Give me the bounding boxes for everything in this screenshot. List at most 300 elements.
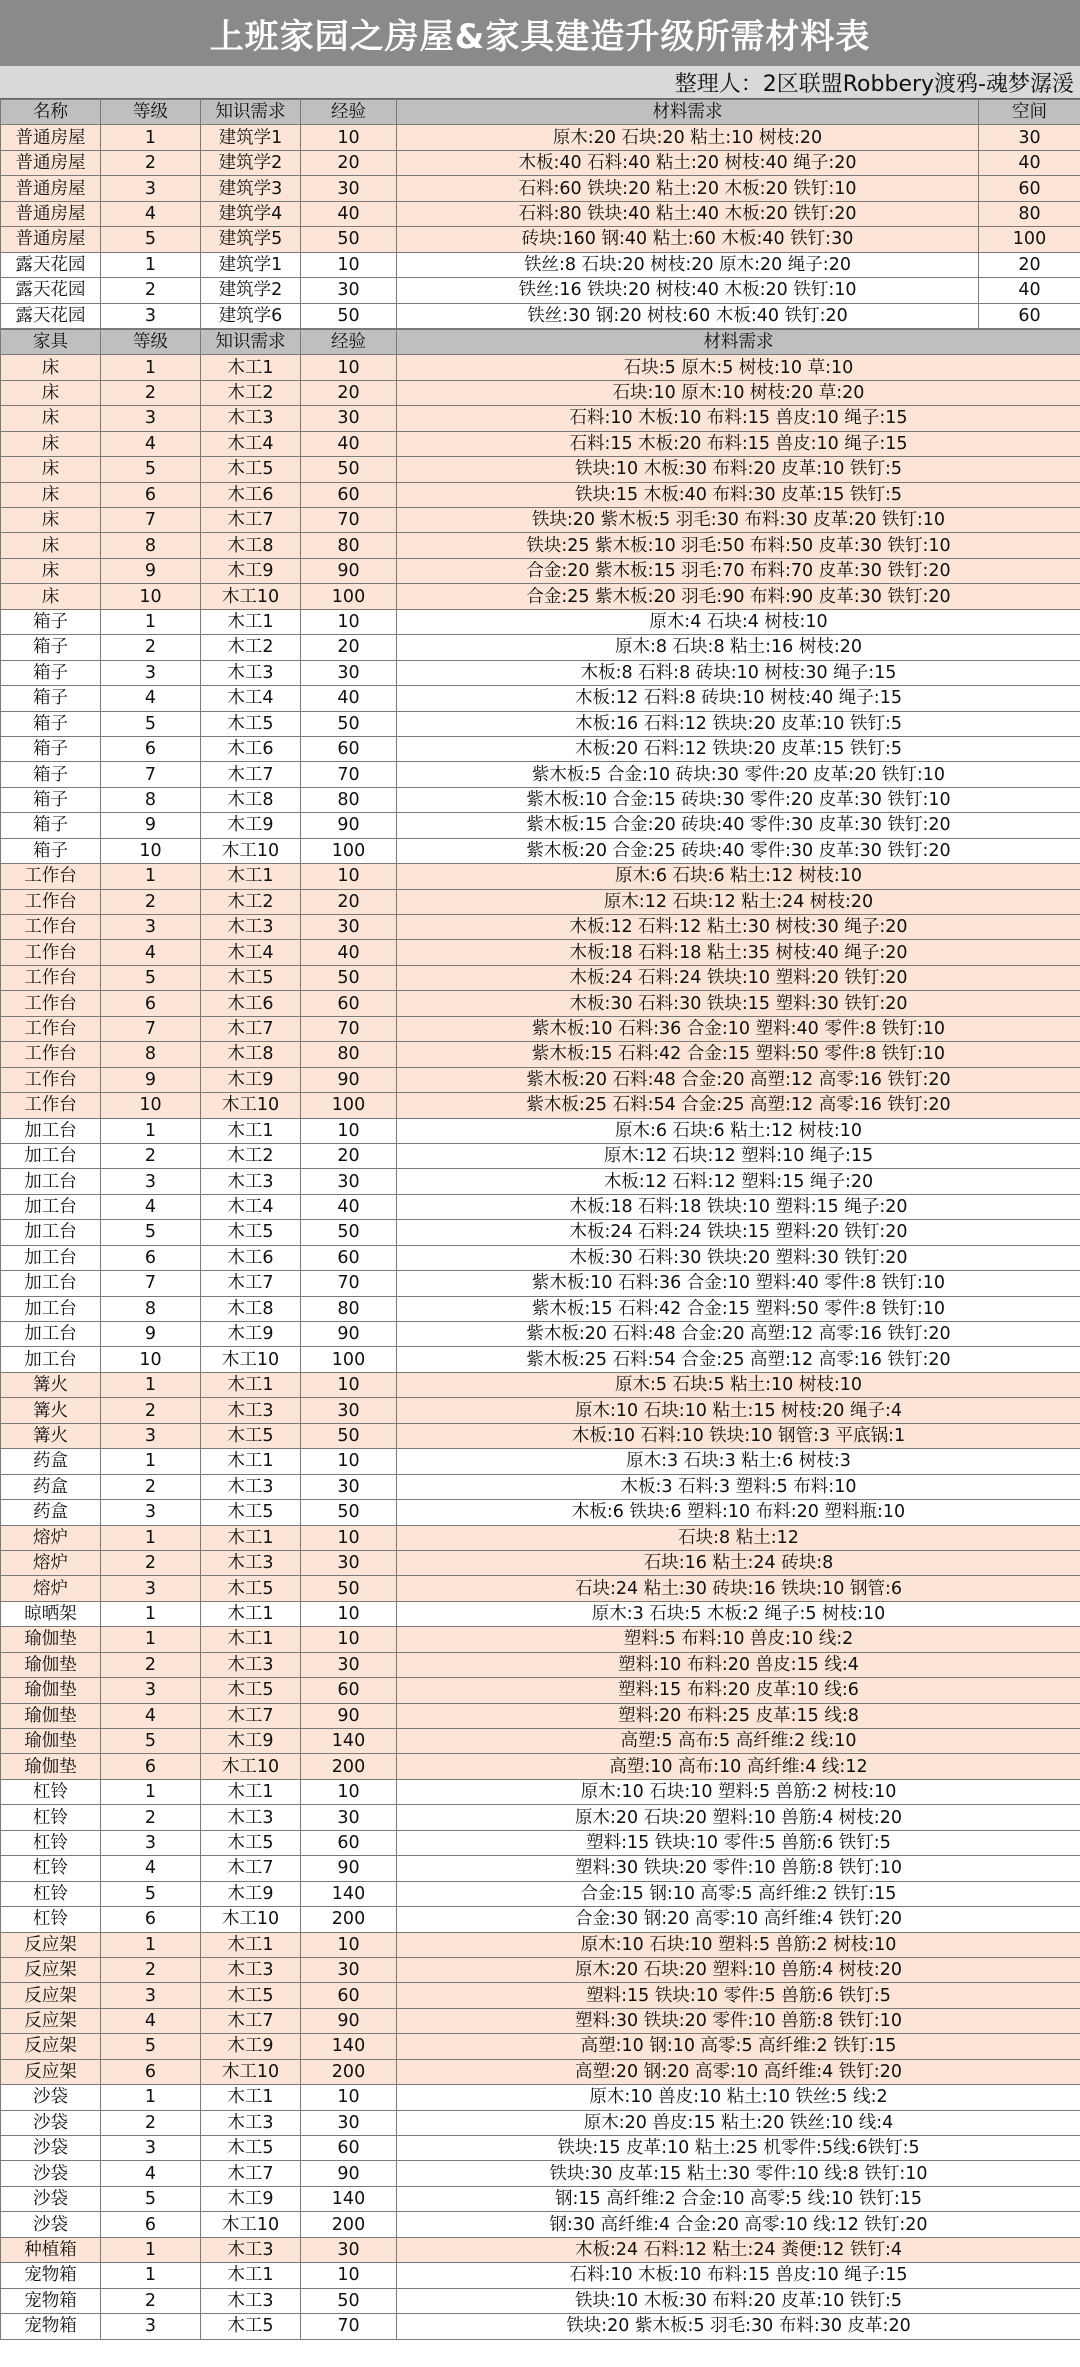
- table-row: [1, 889, 1080, 914]
- knowledge-cell: 木工9: [201, 1881, 301, 1906]
- space-cell: 20: [979, 252, 1080, 277]
- table-row: [1, 1423, 1080, 1448]
- item-name-cell: 露天花园: [1, 303, 101, 328]
- knowledge-cell: 木工9: [201, 813, 301, 838]
- table-row: [1, 1067, 1080, 1092]
- item-name-cell: 工作台: [1, 1042, 101, 1067]
- exp-cell: 140: [301, 1881, 397, 1906]
- exp-cell: 30: [301, 1169, 397, 1194]
- materials-cell: 铁丝:30 钢:20 树枝:60 木板:40 铁钉:20: [397, 303, 979, 328]
- materials-cell: 塑料:30 铁块:20 零件:10 兽筋:8 铁钉:10: [397, 1856, 1080, 1881]
- furniture-table-body: [1, 329, 1080, 2339]
- table-row: [1, 558, 1080, 583]
- materials-cell: 铁块:15 皮革:10 粘土:25 机零件:5线:6铁钉:5: [397, 2136, 1080, 2161]
- item-name-cell: 箱子: [1, 762, 101, 787]
- level-cell: 2: [101, 1652, 201, 1677]
- table-row: [1, 991, 1080, 1016]
- item-name-cell: 反应架: [1, 2008, 101, 2033]
- table-row: [1, 864, 1080, 889]
- level-cell: 10: [101, 838, 201, 863]
- level-cell: 3: [101, 1678, 201, 1703]
- table-row: [1, 2263, 1080, 2288]
- item-name-cell: 瑜伽垫: [1, 1678, 101, 1703]
- item-name-cell: 加工台: [1, 1118, 101, 1143]
- exp-cell: 30: [301, 1398, 397, 1423]
- sheet-title: 上班家园之房屋&家具建造升级所需材料表: [0, 0, 1080, 66]
- header-level: 等级: [101, 100, 201, 125]
- level-cell: 4: [101, 686, 201, 711]
- item-name-cell: 沙袋: [1, 2085, 101, 2110]
- materials-cell: 木板:3 石料:3 塑料:5 布料:10: [397, 1474, 1080, 1499]
- materials-cell: 木板:30 石料:30 铁块:20 塑料:30 铁钉:20: [397, 1245, 1080, 1270]
- header-furniture: 家具: [1, 329, 101, 354]
- level-cell: 8: [101, 533, 201, 558]
- exp-cell: 30: [301, 1805, 397, 1830]
- exp-cell: 50: [301, 457, 397, 482]
- knowledge-cell: 木工1: [201, 1779, 301, 1804]
- table-row: [1, 711, 1080, 736]
- table-row: [1, 686, 1080, 711]
- exp-cell: 10: [301, 1932, 397, 1957]
- level-cell: 7: [101, 1271, 201, 1296]
- table-row: [1, 1042, 1080, 1067]
- exp-cell: 10: [301, 2263, 397, 2288]
- level-cell: 5: [101, 965, 201, 990]
- materials-cell: 石料:10 木板:10 布料:15 兽皮:10 绳子:15: [397, 2263, 1080, 2288]
- item-name-cell: 床: [1, 584, 101, 609]
- table-row: [1, 2008, 1080, 2033]
- knowledge-cell: 木工5: [201, 1576, 301, 1601]
- item-name-cell: 杠铃: [1, 1856, 101, 1881]
- knowledge-cell: 木工1: [201, 864, 301, 889]
- knowledge-cell: 木工9: [201, 1322, 301, 1347]
- exp-cell: 140: [301, 1729, 397, 1754]
- item-name-cell: 熔炉: [1, 1525, 101, 1550]
- table-row: [1, 1093, 1080, 1118]
- knowledge-cell: 建筑学2: [201, 150, 301, 175]
- table-row: [1, 1296, 1080, 1321]
- materials-cell: 铁丝:8 石块:20 树枝:20 原木:20 绳子:20: [397, 252, 979, 277]
- level-cell: 3: [101, 1500, 201, 1525]
- level-cell: 4: [101, 940, 201, 965]
- materials-cell: 石料:60 铁块:20 粘土:20 木板:20 铁钉:10: [397, 176, 979, 201]
- table-row: [1, 1652, 1080, 1677]
- level-cell: 3: [101, 406, 201, 431]
- level-cell: 6: [101, 2059, 201, 2084]
- table-row: [1, 303, 1080, 328]
- exp-cell: 20: [301, 635, 397, 660]
- item-name-cell: 种植箱: [1, 2237, 101, 2262]
- knowledge-cell: 木工7: [201, 2161, 301, 2186]
- space-cell: 80: [979, 201, 1080, 226]
- table-row: [1, 1856, 1080, 1881]
- level-cell: 4: [101, 1856, 201, 1881]
- materials-cell: 木板:10 石料:10 铁块:10 钢管:3 平底锅:1: [397, 1423, 1080, 1448]
- knowledge-cell: 木工4: [201, 686, 301, 711]
- item-name-cell: 箱子: [1, 813, 101, 838]
- knowledge-cell: 木工3: [201, 2237, 301, 2262]
- materials-cell: 原木:12 石块:12 塑料:10 绳子:15: [397, 1143, 1080, 1168]
- knowledge-cell: 木工1: [201, 2263, 301, 2288]
- item-name-cell: 床: [1, 457, 101, 482]
- header-knowledge: 知识需求: [201, 329, 301, 354]
- knowledge-cell: 木工2: [201, 1143, 301, 1168]
- materials-cell: 塑料:20 布料:25 皮革:15 线:8: [397, 1703, 1080, 1728]
- materials-cell: 紫木板:5 合金:10 砖块:30 零件:20 皮革:20 铁钉:10: [397, 762, 1080, 787]
- level-cell: 4: [101, 1703, 201, 1728]
- table-row: [1, 2288, 1080, 2313]
- item-name-cell: 工作台: [1, 965, 101, 990]
- exp-cell: 40: [301, 1194, 397, 1219]
- materials-cell: 木板:18 石料:18 粘土:35 树枝:40 绳子:20: [397, 940, 1080, 965]
- exp-cell: 90: [301, 813, 397, 838]
- level-cell: 6: [101, 991, 201, 1016]
- materials-cell: 紫木板:15 石料:42 合金:15 塑料:50 零件:8 铁钉:10: [397, 1042, 1080, 1067]
- exp-cell: 60: [301, 1830, 397, 1855]
- item-name-cell: 宠物箱: [1, 2314, 101, 2339]
- materials-cell: 原木:6 石块:6 粘土:12 树枝:10: [397, 864, 1080, 889]
- table-row: [1, 150, 1080, 175]
- materials-cell: 原木:20 兽皮:15 粘土:20 铁丝:10 线:4: [397, 2110, 1080, 2135]
- knowledge-cell: 建筑学2: [201, 278, 301, 303]
- level-cell: 2: [101, 150, 201, 175]
- knowledge-cell: 建筑学3: [201, 176, 301, 201]
- level-cell: 4: [101, 431, 201, 456]
- level-cell: 2: [101, 2110, 201, 2135]
- level-cell: 1: [101, 355, 201, 380]
- level-cell: 3: [101, 1576, 201, 1601]
- knowledge-cell: 木工10: [201, 838, 301, 863]
- item-name-cell: 沙袋: [1, 2212, 101, 2237]
- item-name-cell: 杠铃: [1, 1779, 101, 1804]
- level-cell: 6: [101, 1245, 201, 1270]
- table-row: [1, 1754, 1080, 1779]
- table-row: [1, 1245, 1080, 1270]
- level-cell: 10: [101, 1347, 201, 1372]
- table-row: [1, 1525, 1080, 1550]
- item-name-cell: 普通房屋: [1, 125, 101, 150]
- table-row: [1, 533, 1080, 558]
- level-cell: 3: [101, 915, 201, 940]
- materials-cell: 石块:8 粘土:12: [397, 1525, 1080, 1550]
- item-name-cell: 箱子: [1, 711, 101, 736]
- exp-cell: 50: [301, 2288, 397, 2313]
- item-name-cell: 篝火: [1, 1423, 101, 1448]
- materials-cell: 塑料:15 布料:20 皮革:10 线:6: [397, 1678, 1080, 1703]
- table-row: [1, 431, 1080, 456]
- table-row: [1, 2085, 1080, 2110]
- exp-cell: 60: [301, 1983, 397, 2008]
- item-name-cell: 沙袋: [1, 2110, 101, 2135]
- exp-cell: 40: [301, 431, 397, 456]
- exp-cell: 30: [301, 2110, 397, 2135]
- furniture-header-row: [1, 329, 1080, 354]
- exp-cell: 50: [301, 1576, 397, 1601]
- item-name-cell: 床: [1, 355, 101, 380]
- knowledge-cell: 木工7: [201, 762, 301, 787]
- level-cell: 1: [101, 1601, 201, 1626]
- space-cell: 60: [979, 176, 1080, 201]
- table-row: [1, 940, 1080, 965]
- knowledge-cell: 木工6: [201, 736, 301, 761]
- materials-cell: 合金:25 紫木板:20 羽毛:90 布料:90 皮革:30 铁钉:20: [397, 584, 1080, 609]
- item-name-cell: 箱子: [1, 635, 101, 660]
- materials-cell: 木板:12 石料:12 塑料:15 绳子:20: [397, 1169, 1080, 1194]
- knowledge-cell: 木工5: [201, 2136, 301, 2161]
- knowledge-cell: 建筑学5: [201, 227, 301, 252]
- item-name-cell: 床: [1, 533, 101, 558]
- materials-cell: 原木:12 石块:12 粘土:24 树枝:20: [397, 889, 1080, 914]
- knowledge-cell: 木工10: [201, 1347, 301, 1372]
- materials-cell: 紫木板:25 石料:54 合金:25 高塑:12 高零:16 铁钉:20: [397, 1347, 1080, 1372]
- exp-cell: 10: [301, 1525, 397, 1550]
- knowledge-cell: 木工5: [201, 1678, 301, 1703]
- knowledge-cell: 木工10: [201, 2059, 301, 2084]
- level-cell: 10: [101, 1093, 201, 1118]
- knowledge-cell: 木工1: [201, 1601, 301, 1626]
- knowledge-cell: 木工5: [201, 1500, 301, 1525]
- table-row: [1, 482, 1080, 507]
- exp-cell: 90: [301, 558, 397, 583]
- item-name-cell: 反应架: [1, 1932, 101, 1957]
- materials-cell: 石块:5 原木:5 树枝:10 草:10: [397, 355, 1080, 380]
- materials-cell: 木板:8 石料:8 砖块:10 树枝:30 绳子:15: [397, 660, 1080, 685]
- table-row: [1, 1729, 1080, 1754]
- exp-cell: 30: [301, 660, 397, 685]
- level-cell: 6: [101, 1907, 201, 1932]
- level-cell: 3: [101, 176, 201, 201]
- item-name-cell: 熔炉: [1, 1576, 101, 1601]
- level-cell: 2: [101, 1398, 201, 1423]
- materials-cell: 紫木板:10 石料:36 合金:10 塑料:40 零件:8 铁钉:10: [397, 1271, 1080, 1296]
- materials-cell: 木板:24 石料:12 粘土:24 粪便:12 铁钉:4: [397, 2237, 1080, 2262]
- exp-cell: 30: [301, 1550, 397, 1575]
- level-cell: 1: [101, 1525, 201, 1550]
- materials-cell: 木板:24 石料:24 铁块:15 塑料:20 铁钉:20: [397, 1220, 1080, 1245]
- materials-cell: 原木:4 石块:4 树枝:10: [397, 609, 1080, 634]
- exp-cell: 30: [301, 2237, 397, 2262]
- exp-cell: 10: [301, 1627, 397, 1652]
- exp-cell: 20: [301, 1143, 397, 1168]
- knowledge-cell: 木工1: [201, 1118, 301, 1143]
- table-row: [1, 1703, 1080, 1728]
- item-name-cell: 工作台: [1, 940, 101, 965]
- materials-cell: 钢:30 高纤维:4 合金:20 高零:10 线:12 铁钉:20: [397, 2212, 1080, 2237]
- level-cell: 5: [101, 1220, 201, 1245]
- item-name-cell: 箱子: [1, 660, 101, 685]
- knowledge-cell: 木工5: [201, 1423, 301, 1448]
- materials-cell: 木板:24 石料:24 铁块:10 塑料:20 铁钉:20: [397, 965, 1080, 990]
- table-row: [1, 635, 1080, 660]
- knowledge-cell: 木工3: [201, 915, 301, 940]
- materials-cell: 塑料:5 布料:10 兽皮:10 线:2: [397, 1627, 1080, 1652]
- exp-cell: 60: [301, 1245, 397, 1270]
- exp-cell: 100: [301, 1347, 397, 1372]
- knowledge-cell: 建筑学4: [201, 201, 301, 226]
- level-cell: 1: [101, 1449, 201, 1474]
- level-cell: 2: [101, 2288, 201, 2313]
- level-cell: 1: [101, 1372, 201, 1397]
- exp-cell: 60: [301, 482, 397, 507]
- knowledge-cell: 木工7: [201, 1016, 301, 1041]
- exp-cell: 10: [301, 1601, 397, 1626]
- materials-cell: 合金:30 钢:20 高零:10 高纤维:4 铁钉:20: [397, 1907, 1080, 1932]
- item-name-cell: 工作台: [1, 991, 101, 1016]
- table-row: [1, 2186, 1080, 2211]
- exp-cell: 30: [301, 1474, 397, 1499]
- knowledge-cell: 木工8: [201, 533, 301, 558]
- materials-cell: 石块:10 原木:10 树枝:20 草:20: [397, 380, 1080, 405]
- level-cell: 1: [101, 864, 201, 889]
- materials-cell: 紫木板:15 合金:20 砖块:40 零件:30 皮革:30 铁钉:20: [397, 813, 1080, 838]
- level-cell: 2: [101, 889, 201, 914]
- item-name-cell: 杠铃: [1, 1907, 101, 1932]
- space-cell: 40: [979, 150, 1080, 175]
- exp-cell: 20: [301, 150, 397, 175]
- level-cell: 5: [101, 711, 201, 736]
- table-row: [1, 1779, 1080, 1804]
- table-row: [1, 1957, 1080, 1982]
- level-cell: 1: [101, 2237, 201, 2262]
- table-row: [1, 1576, 1080, 1601]
- exp-cell: 90: [301, 1856, 397, 1881]
- knowledge-cell: 木工6: [201, 1245, 301, 1270]
- exp-cell: 40: [301, 686, 397, 711]
- exp-cell: 90: [301, 2008, 397, 2033]
- level-cell: 3: [101, 660, 201, 685]
- materials-cell: 木板:40 石料:40 粘土:20 树枝:40 绳子:20: [397, 150, 979, 175]
- table-row: [1, 227, 1080, 252]
- level-cell: 2: [101, 1550, 201, 1575]
- item-name-cell: 床: [1, 380, 101, 405]
- level-cell: 5: [101, 227, 201, 252]
- table-row: [1, 965, 1080, 990]
- exp-cell: 70: [301, 508, 397, 533]
- materials-cell: 原木:20 石块:20 粘土:10 树枝:20: [397, 125, 979, 150]
- table-row: [1, 609, 1080, 634]
- exp-cell: 70: [301, 1016, 397, 1041]
- table-row: [1, 1016, 1080, 1041]
- item-name-cell: 普通房屋: [1, 227, 101, 252]
- exp-cell: 10: [301, 1372, 397, 1397]
- knowledge-cell: 建筑学1: [201, 125, 301, 150]
- table-row: [1, 2034, 1080, 2059]
- item-name-cell: 瑜伽垫: [1, 1703, 101, 1728]
- materials-cell: 铁块:25 紫木板:10 羽毛:50 布料:50 皮革:30 铁钉:10: [397, 533, 1080, 558]
- table-row: [1, 787, 1080, 812]
- level-cell: 1: [101, 1932, 201, 1957]
- table-row: [1, 457, 1080, 482]
- table-row: [1, 762, 1080, 787]
- level-cell: 8: [101, 1296, 201, 1321]
- level-cell: 2: [101, 1143, 201, 1168]
- table-row: [1, 1322, 1080, 1347]
- knowledge-cell: 木工1: [201, 355, 301, 380]
- exp-cell: 30: [301, 176, 397, 201]
- item-name-cell: 沙袋: [1, 2186, 101, 2211]
- table-row: [1, 1678, 1080, 1703]
- item-name-cell: 瑜伽垫: [1, 1729, 101, 1754]
- materials-cell: 铁块:10 木板:30 布料:20 皮革:10 铁钉:5: [397, 2288, 1080, 2313]
- table-row: [1, 2136, 1080, 2161]
- item-name-cell: 工作台: [1, 1093, 101, 1118]
- knowledge-cell: 木工3: [201, 1957, 301, 1982]
- level-cell: 2: [101, 1474, 201, 1499]
- materials-cell: 紫木板:20 石料:48 合金:20 高塑:12 高零:16 铁钉:20: [397, 1322, 1080, 1347]
- table-row: [1, 1347, 1080, 1372]
- materials-cell: 木板:18 石料:18 铁块:10 塑料:15 绳子:20: [397, 1194, 1080, 1219]
- knowledge-cell: 木工1: [201, 1932, 301, 1957]
- level-cell: 1: [101, 1779, 201, 1804]
- table-row: [1, 2237, 1080, 2262]
- house-header-row: [1, 100, 1080, 125]
- exp-cell: 60: [301, 1678, 397, 1703]
- exp-cell: 50: [301, 965, 397, 990]
- materials-cell: 原木:8 石块:8 粘土:16 树枝:20: [397, 635, 1080, 660]
- item-name-cell: 瑜伽垫: [1, 1652, 101, 1677]
- exp-cell: 100: [301, 1093, 397, 1118]
- item-name-cell: 杠铃: [1, 1805, 101, 1830]
- item-name-cell: 反应架: [1, 1957, 101, 1982]
- exp-cell: 10: [301, 864, 397, 889]
- level-cell: 1: [101, 1627, 201, 1652]
- furniture-table: [0, 329, 1080, 2340]
- materials-cell: 塑料:15 铁块:10 零件:5 兽筋:6 铁钉:5: [397, 1830, 1080, 1855]
- exp-cell: 10: [301, 1449, 397, 1474]
- item-name-cell: 宠物箱: [1, 2263, 101, 2288]
- header-name: 名称: [1, 100, 101, 125]
- exp-cell: 40: [301, 940, 397, 965]
- item-name-cell: 工作台: [1, 1067, 101, 1092]
- item-name-cell: 床: [1, 406, 101, 431]
- materials-cell: 原木:3 石块:5 木板:2 绳子:5 树枝:10: [397, 1601, 1080, 1626]
- knowledge-cell: 木工5: [201, 457, 301, 482]
- knowledge-cell: 木工5: [201, 1220, 301, 1245]
- table-row: [1, 1627, 1080, 1652]
- exp-cell: 50: [301, 711, 397, 736]
- knowledge-cell: 木工5: [201, 2314, 301, 2339]
- materials-cell: 原木:10 石块:10 粘土:15 树枝:20 绳子:4: [397, 1398, 1080, 1423]
- exp-cell: 140: [301, 2186, 397, 2211]
- exp-cell: 90: [301, 2161, 397, 2186]
- level-cell: 9: [101, 1322, 201, 1347]
- table-row: [1, 125, 1080, 150]
- level-cell: 5: [101, 2034, 201, 2059]
- materials-cell: 石料:10 木板:10 布料:15 兽皮:10 绳子:15: [397, 406, 1080, 431]
- materials-cell: 合金:15 钢:10 高零:5 高纤维:2 铁钉:15: [397, 1881, 1080, 1906]
- header-materials: 材料需求: [397, 329, 1080, 354]
- item-name-cell: 加工台: [1, 1169, 101, 1194]
- table-row: [1, 584, 1080, 609]
- exp-cell: 200: [301, 1754, 397, 1779]
- space-cell: 60: [979, 303, 1080, 328]
- knowledge-cell: 木工1: [201, 609, 301, 634]
- table-row: [1, 176, 1080, 201]
- level-cell: 1: [101, 2085, 201, 2110]
- knowledge-cell: 木工8: [201, 1296, 301, 1321]
- item-name-cell: 反应架: [1, 2059, 101, 2084]
- knowledge-cell: 木工1: [201, 1627, 301, 1652]
- item-name-cell: 加工台: [1, 1271, 101, 1296]
- exp-cell: 70: [301, 1271, 397, 1296]
- knowledge-cell: 木工6: [201, 991, 301, 1016]
- exp-cell: 100: [301, 584, 397, 609]
- item-name-cell: 床: [1, 558, 101, 583]
- item-name-cell: 瑜伽垫: [1, 1754, 101, 1779]
- level-cell: 5: [101, 2186, 201, 2211]
- knowledge-cell: 木工10: [201, 584, 301, 609]
- exp-cell: 100: [301, 838, 397, 863]
